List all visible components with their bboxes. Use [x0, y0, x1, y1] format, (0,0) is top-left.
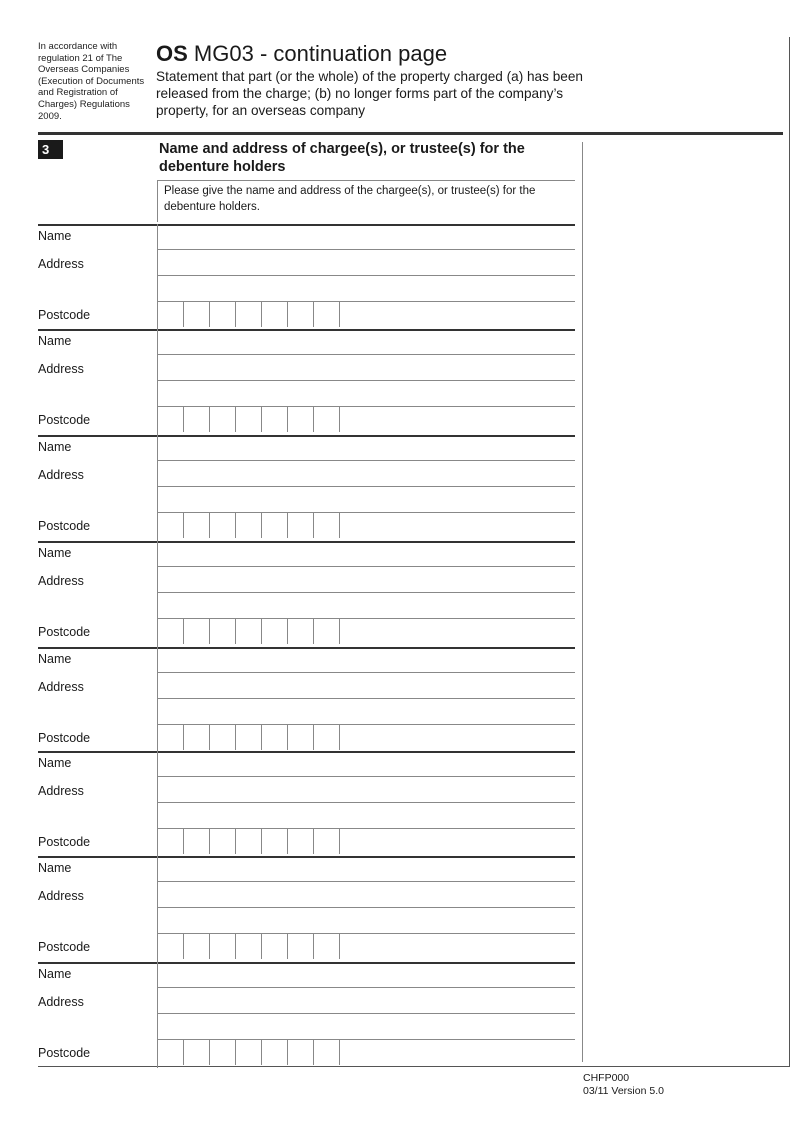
postcode-box[interactable]: [235, 724, 259, 750]
postcode-box[interactable]: [235, 406, 259, 432]
postcode-box[interactable]: [313, 406, 337, 432]
postcode-box[interactable]: [209, 828, 233, 854]
postcode-box[interactable]: [157, 618, 181, 644]
postcode-box[interactable]: [209, 301, 233, 327]
postcode-box[interactable]: [209, 406, 233, 432]
postcode-box[interactable]: [287, 724, 311, 750]
postcode-box[interactable]: [261, 1039, 285, 1065]
postcode-box[interactable]: [183, 933, 207, 959]
name-label: Name: [38, 546, 72, 560]
address-label: Address: [38, 680, 84, 694]
postcode-label: Postcode: [38, 835, 91, 849]
name-field[interactable]: [157, 249, 575, 250]
name-label: Name: [38, 861, 72, 875]
section-title: Name and address of chargee(s), or trustee(s) for the debenture holders: [159, 141, 525, 175]
postcode-box[interactable]: [235, 933, 259, 959]
postcode-box[interactable]: [209, 512, 233, 538]
postcode-box[interactable]: [313, 724, 337, 750]
postcode-box[interactable]: [157, 1039, 181, 1065]
postcode-box[interactable]: [313, 301, 337, 327]
postcode-label: Postcode: [38, 940, 91, 954]
postcode-box[interactable]: [313, 512, 337, 538]
address-field-line-1[interactable]: [157, 1013, 575, 1014]
name-field[interactable]: [157, 881, 575, 882]
postcode-box[interactable]: [183, 406, 207, 432]
postcode-label: Postcode: [38, 625, 91, 639]
entry-divider: [38, 435, 575, 437]
form-subtitle: Statement that part (or the whole) of the property charged (a) has been released from the charge; (b) no longer forms part of the company’s property, for an overseas company: [156, 69, 583, 118]
postcode-box[interactable]: [157, 301, 181, 327]
postcode-box[interactable]: [157, 724, 181, 750]
postcode-box[interactable]: [313, 1039, 337, 1065]
address-label: Address: [38, 574, 84, 588]
address-label: Address: [38, 995, 84, 1009]
postcode-box[interactable]: [339, 512, 363, 538]
postcode-box[interactable]: [339, 933, 363, 959]
section-number-badge: 3: [38, 140, 63, 159]
address-field-line-1[interactable]: [157, 698, 575, 699]
address-field-line-1[interactable]: [157, 592, 575, 593]
entry-divider: [38, 856, 575, 858]
postcode-label: Postcode: [38, 519, 91, 533]
form-prefix: OS: [156, 41, 188, 66]
postcode-box[interactable]: [157, 828, 181, 854]
postcode-box[interactable]: [287, 1039, 311, 1065]
form-title: [156, 41, 447, 67]
postcode-box[interactable]: [235, 1039, 259, 1065]
postcode-box[interactable]: [287, 512, 311, 538]
regulation-note: In accordance with regulation 21 of The Overseas Companies (Execution of Documents and Registration of Charges) Regulations 2009.: [38, 41, 145, 122]
postcode-box[interactable]: [287, 406, 311, 432]
entry-divider: [38, 224, 575, 226]
name-field[interactable]: [157, 776, 575, 777]
address-label: Address: [38, 257, 84, 271]
postcode-label: Postcode: [38, 731, 91, 745]
postcode-box[interactable]: [235, 512, 259, 538]
postcode-label: Postcode: [38, 413, 91, 427]
form-code: CHFP000: [583, 1072, 630, 1084]
margin-column-divider: [582, 142, 583, 1062]
postcode-box[interactable]: [235, 618, 259, 644]
postcode-box[interactable]: [261, 828, 285, 854]
entry-divider: [38, 647, 575, 649]
name-label: Name: [38, 440, 72, 454]
name-label: Name: [38, 967, 72, 981]
name-label: Name: [38, 334, 72, 348]
entry-divider: [38, 751, 575, 753]
postcode-box[interactable]: [261, 618, 285, 644]
page-frame-bottom: [38, 1066, 790, 1067]
postcode-box[interactable]: [209, 724, 233, 750]
postcode-box[interactable]: [339, 724, 363, 750]
postcode-box[interactable]: [209, 1039, 233, 1065]
name-label: Name: [38, 756, 72, 770]
page-frame-right: [789, 37, 790, 1067]
name-field[interactable]: [157, 354, 575, 355]
postcode-box[interactable]: [339, 828, 363, 854]
name-field[interactable]: [157, 672, 575, 673]
postcode-box[interactable]: [183, 301, 207, 327]
postcode-box[interactable]: [287, 828, 311, 854]
address-label: Address: [38, 362, 84, 376]
postcode-box[interactable]: [339, 618, 363, 644]
postcode-box[interactable]: [287, 301, 311, 327]
address-label: Address: [38, 784, 84, 798]
name-field[interactable]: [157, 987, 575, 988]
address-field-line-1[interactable]: [157, 380, 575, 381]
form-version: 03/11 Version 5.0: [583, 1084, 664, 1097]
header-divider: [38, 132, 783, 135]
entry-divider: [38, 541, 575, 543]
postcode-box[interactable]: [183, 618, 207, 644]
postcode-box[interactable]: [183, 828, 207, 854]
name-label: Name: [38, 229, 72, 243]
postcode-box[interactable]: [183, 724, 207, 750]
postcode-box[interactable]: [157, 406, 181, 432]
postcode-box[interactable]: [183, 1039, 207, 1065]
address-field-line-1[interactable]: [157, 907, 575, 908]
postcode-box[interactable]: [261, 301, 285, 327]
entry-divider: [38, 329, 575, 331]
postcode-box[interactable]: [261, 724, 285, 750]
postcode-box[interactable]: [209, 618, 233, 644]
postcode-box[interactable]: [287, 618, 311, 644]
postcode-box[interactable]: [235, 301, 259, 327]
postcode-box[interactable]: [261, 406, 285, 432]
postcode-box[interactable]: [339, 301, 363, 327]
name-label: Name: [38, 652, 72, 666]
form-title-text: MG03 - continuation page: [193, 41, 448, 66]
postcode-box[interactable]: [313, 618, 337, 644]
address-field-line-1[interactable]: [157, 486, 575, 487]
postcode-box[interactable]: [339, 406, 363, 432]
form-footer: [583, 1072, 664, 1097]
postcode-box[interactable]: [209, 933, 233, 959]
postcode-label: Postcode: [38, 1046, 91, 1060]
entry-divider: [38, 962, 575, 964]
postcode-box[interactable]: [157, 512, 181, 538]
postcode-box[interactable]: [157, 933, 181, 959]
postcode-box[interactable]: [313, 828, 337, 854]
postcode-box[interactable]: [235, 828, 259, 854]
postcode-box[interactable]: [287, 933, 311, 959]
postcode-box[interactable]: [183, 512, 207, 538]
section-instruction: Please give the name and address of the chargee(s), or trustee(s) for the debenture holders.: [164, 185, 536, 213]
postcode-box[interactable]: [339, 1039, 363, 1065]
address-field-line-1[interactable]: [157, 802, 575, 803]
address-label: Address: [38, 889, 84, 903]
name-field[interactable]: [157, 566, 575, 567]
address-field-line-1[interactable]: [157, 275, 575, 276]
postcode-box[interactable]: [313, 933, 337, 959]
postcode-box[interactable]: [261, 933, 285, 959]
name-field[interactable]: [157, 460, 575, 461]
postcode-box[interactable]: [261, 512, 285, 538]
address-label: Address: [38, 468, 84, 482]
postcode-label: Postcode: [38, 308, 91, 322]
